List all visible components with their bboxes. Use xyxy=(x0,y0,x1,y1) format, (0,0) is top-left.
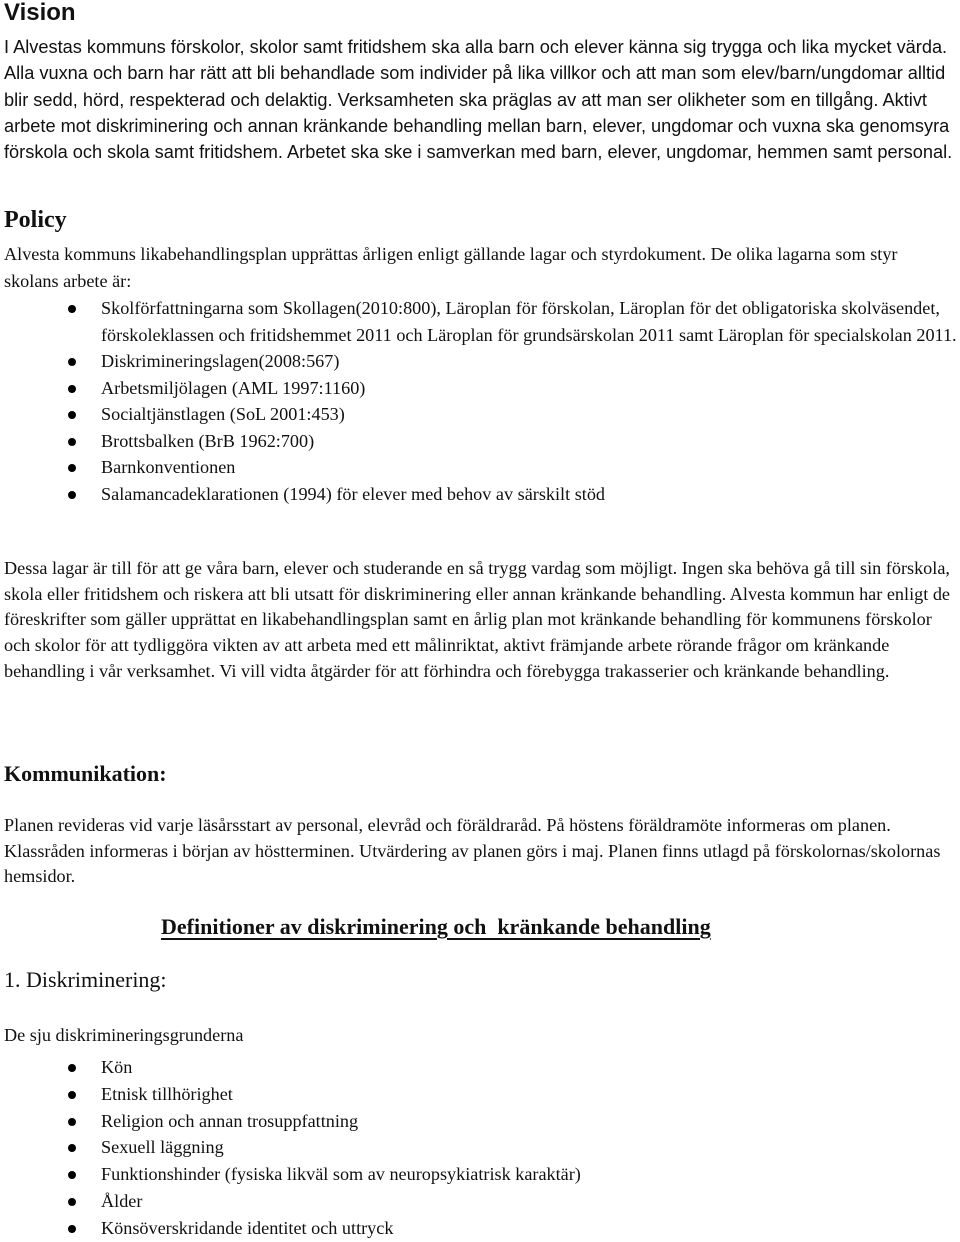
law-text: Salamancadeklarationen (1994) för elever med behov av särskilt stöd xyxy=(101,483,606,504)
law-text: Arbetsmiljölagen (AML 1997:1160) xyxy=(101,377,366,398)
policy-heading: Policy xyxy=(4,207,67,233)
ground-text: Funktionshinder (fysiska likväl som av neuropsykiatrisk karaktär) xyxy=(101,1164,581,1185)
bullet-icon xyxy=(68,491,76,499)
list-item xyxy=(0,428,960,455)
bullet-icon xyxy=(68,438,76,446)
ground-text: Religion och annan trosuppfattning xyxy=(101,1110,359,1131)
list-item xyxy=(0,1081,960,1108)
bullet-icon xyxy=(68,1064,76,1072)
bullet-icon xyxy=(68,1171,76,1179)
ground-text: Kön xyxy=(101,1057,133,1077)
bullet-icon xyxy=(68,385,76,393)
laws-list xyxy=(0,295,960,507)
kommunikation-paragraph: Planen revideras vid varje läsårsstart av personal, elevråd och föräldraråd. På höstens föräldramöte informeras om planen. Klassråden informeras i början av höstterminen. Utvärdering av planen görs i maj. Planen finns utlagd på förskolornas/skolornas hemsidor. xyxy=(4,815,941,886)
law-text: Socialtjänstlagen (SoL 2001:453) xyxy=(101,404,345,424)
bullet-icon xyxy=(68,1225,76,1233)
law-text: Brottsbalken (BrB 1962:700) xyxy=(101,430,315,451)
bullet-icon xyxy=(68,358,76,366)
bullet-icon xyxy=(68,1144,76,1152)
policy-paragraph: Alvesta kommuns likabehandlingsplan upprättas årligen enligt gällande lagar och styrdokument. De olika lagarna som styr skolans arbete är: xyxy=(4,244,898,291)
list-item xyxy=(0,401,960,428)
law-text: Skolförfattningarna som Skollagen(2010:800), Läroplan för förskolan, Läroplan för det obligatoriska skolväsendet, förskoleklassen och fritidshemmet 2011 och Läroplan för grundsärskolan 2011 samt Läroplan för specialskolan 2011. xyxy=(101,298,957,345)
list-item xyxy=(0,295,960,348)
ground-text: Ålder xyxy=(101,1190,143,1211)
discrimination-grounds-list xyxy=(0,1054,960,1242)
discrimination-intro: De sju diskrimineringsgrunderna xyxy=(4,1025,244,1045)
bullet-icon xyxy=(68,305,76,313)
bullet-icon xyxy=(68,1198,76,1206)
list-item xyxy=(0,454,960,481)
law-text: Barnkonventionen xyxy=(101,457,236,477)
bullet-icon xyxy=(68,411,76,419)
list-item xyxy=(0,348,960,375)
list-item xyxy=(0,1108,960,1135)
definitions-heading: Definitioner av diskriminering och kränkande behandling xyxy=(161,914,711,939)
list-item xyxy=(0,1054,960,1081)
laws-purpose-paragraph: Dessa lagar är till för att ge våra barn, elever och studerande en så trygg vardag som möjligt. Ingen ska behöva gå till sin förskola, skola eller fritidshem och riskera att bli utsatt för diskriminering eller annan kränkande behandling. Alvesta kommun har enligt de föreskrifter som gäller upprättat en likabehandlingsplan samt en årlig plan mot kränkande behandling för kommunens förskolor och skolor för att tydliggöra vikten av att arbeta med ett målinriktat, aktivt främjande arbete rörande frågor om kränkande behandling i vår verksamhet. Vi vill vidta åtgärder för att förhindra och förebygga trakasserier och kränkande behandling. xyxy=(4,558,950,681)
bullet-icon xyxy=(68,1091,76,1099)
ground-text: Könsöverskridande identitet och uttryck xyxy=(101,1217,394,1238)
list-item xyxy=(0,1188,960,1215)
discrimination-heading: 1. Diskriminering: xyxy=(4,967,167,992)
list-item xyxy=(0,1161,960,1188)
bullet-icon xyxy=(68,1118,76,1126)
list-item xyxy=(0,375,960,402)
vision-paragraph: I Alvestas kommuns förskolor, skolor samt fritidshem ska alla barn och elever känna sig trygga och lika mycket värda. Alla vuxna och barn har rätt att bli behandlade som individer på lika villkor och att man som elev/barn/ungdomar alltid blir sedd, hörd, respekterad och delaktig. Verksamheten ska präglas av att man ser olikheter som en tillgång. Aktivt arbete mot diskriminering och annan kränkande behandling mellan barn, elever, ungdomar och vuxna ska genomsyra förskola och skola samt fritidshem. Arbetet ska ske i samverkan med barn, elever, ungdomar, hemmen samt personal. xyxy=(4,37,953,163)
list-item xyxy=(0,481,960,508)
vision-heading: Vision xyxy=(4,0,76,26)
ground-text: Etnisk tillhörighet xyxy=(101,1083,233,1104)
list-item xyxy=(0,1215,960,1242)
law-text: Diskrimineringslagen(2008:567) xyxy=(101,351,340,371)
ground-text: Sexuell läggning xyxy=(101,1137,224,1158)
list-item xyxy=(0,1134,960,1161)
bullet-icon xyxy=(68,464,76,472)
kommunikation-heading: Kommunikation: xyxy=(4,761,167,786)
